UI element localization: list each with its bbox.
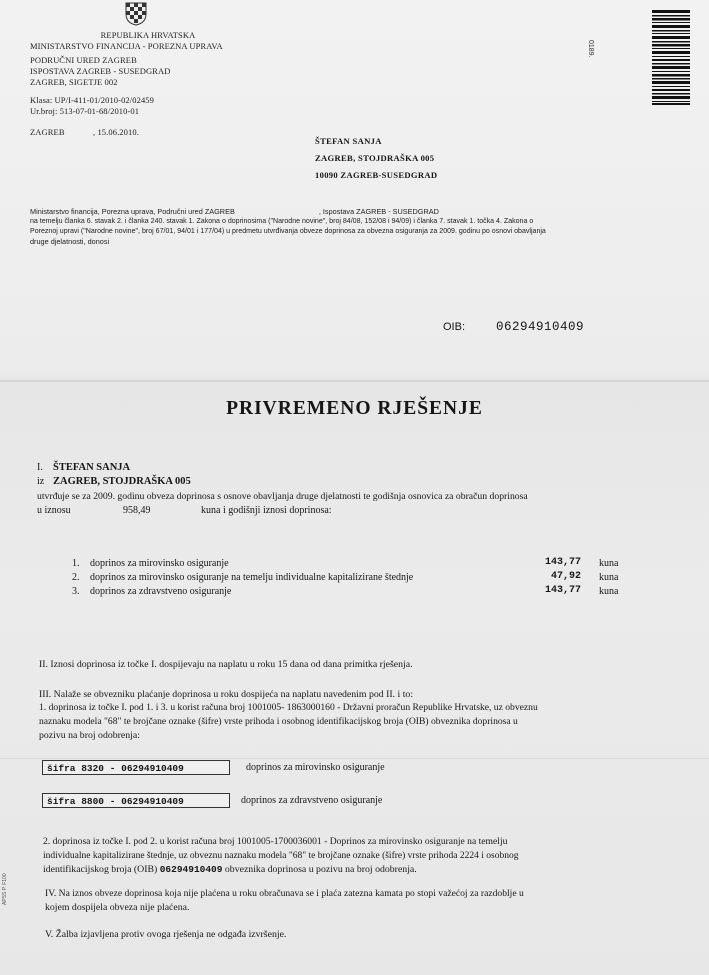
section1-text2-prefix: u iznosu [37,505,71,516]
section3-p2-line3 [43,863,417,877]
payment-code-label: doprinos za mirovinsko osiguranje [246,762,385,773]
section1-numeral: I. [37,462,43,473]
legal-intro-line1 [30,207,439,218]
recipient-street: ZAGREB, STOJDRAŠKA 005 [315,153,435,163]
fold-crease [0,380,709,382]
klasa-number: Klasa: UP/I-411-01/2010-02/02459 [30,95,154,105]
oib-label: OIB: [443,321,466,333]
legal-intro-branch: ZAGREB - SUSEDGRAD [356,207,439,216]
contribution-unit: kuna [599,572,619,583]
contribution-amount: 143,77 [544,585,581,596]
legal-intro-line4: druge djelatnosti, donosi [30,237,110,246]
contribution-amount: 143,77 [544,557,581,568]
section3-p2-line1: 2. doprinosa iz točke I. pod 2. u korist računa broj 1001005-1700036001 - Doprinos za mirovinsko osiguranje na temelju [43,836,508,847]
fold-crease [0,758,709,759]
section3-p1-line2: naznaku modela "68" te brojčane oznake (šifre) vrste prihoda i osobnog identifikacijskog broja (OIB) obveznika doprinosa u [39,716,518,727]
header-line-address: ZAGREB, SIGETJE 002 [30,77,118,87]
section3-p2-oib-suffix: obveznika doprinosa u pozivu na broj odobrenja. [224,864,417,875]
urbroj-number: Ur.broj: 513-07-01-68/2010-01 [30,106,140,116]
section1-address: ZAGREB, STOJDRAŠKA 005 [53,476,191,487]
contribution-label: doprinos za zdravstveno osiguranje [90,586,232,597]
contribution-label: doprinos za mirovinsko osiguranje [90,558,229,569]
header-line-branch: ISPOSTAVA ZAGREB - SUSEDGRAD [30,66,171,76]
section2-text: II. Iznosi doprinosa iz točke I. dospijevaju na naplatu u roku 15 dana od dana primitka rješenja. [39,659,413,670]
issue-date: , 15.06.2010. [93,127,139,137]
document-title: PRIVREMENO RJEŠENJE [226,398,483,419]
contribution-unit: kuna [599,586,619,597]
section3-p1-line3: pozivu na broj odobrenja: [39,730,140,741]
payment-code-label: doprinos za zdravstveno osiguranje [241,795,383,806]
contribution-amount: 47,92 [550,571,581,582]
payment-code-box: šifra 8320 - 06294910409 [42,760,230,775]
contribution-unit: kuna [599,558,619,569]
legal-intro-office: ZAGREB [204,207,235,216]
issue-city: ZAGREB [30,127,65,137]
base-amount: 958,49 [123,505,151,516]
croatian-coat-of-arms-icon [125,2,147,26]
section3-p2-oib: 06294910409 [159,864,223,875]
payment-code-box: šifra 8800 - 06294910409 [42,793,230,808]
section3-p1-line1: 1. doprinosa iz točke I. pod 1. i 3. u korist računa broj 1001005- 1863000160 - Državni proračun Republike Hrvatske, uz obveznu [39,702,538,713]
section1-iz: iz [37,476,45,487]
section3-p2-line2: individualne kapitalizirane štednje, uz obveznu naznaku modela "68" te brojčane oznake (šifre) vrste prihoda 2224 i osobnog [43,851,519,861]
vertical-document-code: 0189. [587,40,594,58]
barcode [652,10,690,105]
legal-intro-branch-label: , Ispostava [318,207,355,216]
contribution-label: doprinos za mirovinsko osiguranje na temelju individualne kapitalizirane štednje [90,572,414,583]
oib-value: 06294910409 [496,320,585,334]
section5-text: V. Žalba izjavljena protiv ovoga rješenja ne odgađa izvršenje. [45,929,287,940]
section1-text2-suffix: kuna i godišnji iznosi doprinosa: [201,505,332,516]
section1-name: ŠTEFAN SANJA [53,462,131,473]
side-form-code: APSS P. F100 [2,873,8,905]
recipient-name: ŠTEFAN SANJA [315,136,382,146]
header-line-ministry: MINISTARSTVO FINANCIJA - POREZNA UPRAVA [30,41,223,51]
section4-line1: IV. Na iznos obveze doprinosa koja nije plaćena u roku obračunava se i plaća zatezna kamata po stopi važećoj za razdoblje u [45,888,524,899]
legal-intro-line2: na temelju članka 6. stavak 2. i članka 240. stavak 1. Zakona o doprinosima ("Narodne novine", broj 84/08, 152/08 i 94/09) i članka 7. stavak 1. točka 4. Zakona o [30,218,534,225]
header-line-office: PODRUČNI URED ZAGREB [30,55,137,65]
section3-intro: III. Nalaže se obvezniku plaćanje doprinosa u roku dospijeća na naplatu navedenim pod II. i to: [39,689,414,700]
contribution-num: 3. [72,586,80,597]
section4-line2: kojem dospijela obveza nije plaćena. [45,902,190,913]
recipient-postal: 10090 ZAGREB-SUSEDGRAD [315,170,438,180]
contribution-num: 1. [72,558,80,569]
section1-text1: utvrđuje se za 2009. godinu obveza doprinosa s osnove obavljanja druge djelatnosti te godišnja osnovica za obračun doprinosa [37,491,528,502]
section3-p2-oib-prefix: identifikacijskog broja (OIB) [43,864,158,875]
legal-intro-line3: Poreznoj upravi ("Narodne novine", broj 67/01, 94/01 i 177/04) u predmetu utvrđivanja obveze doprinosa za obvezna osiguranja za 2009. godinu po osnovi obavljanja [30,228,546,235]
header-line-republic: REPUBLIKA HRVATSKA [100,30,196,40]
contribution-num: 2. [72,572,80,583]
legal-intro-ministry: Ministarstvo financija, Porezna uprava, Područni ured [30,207,203,216]
